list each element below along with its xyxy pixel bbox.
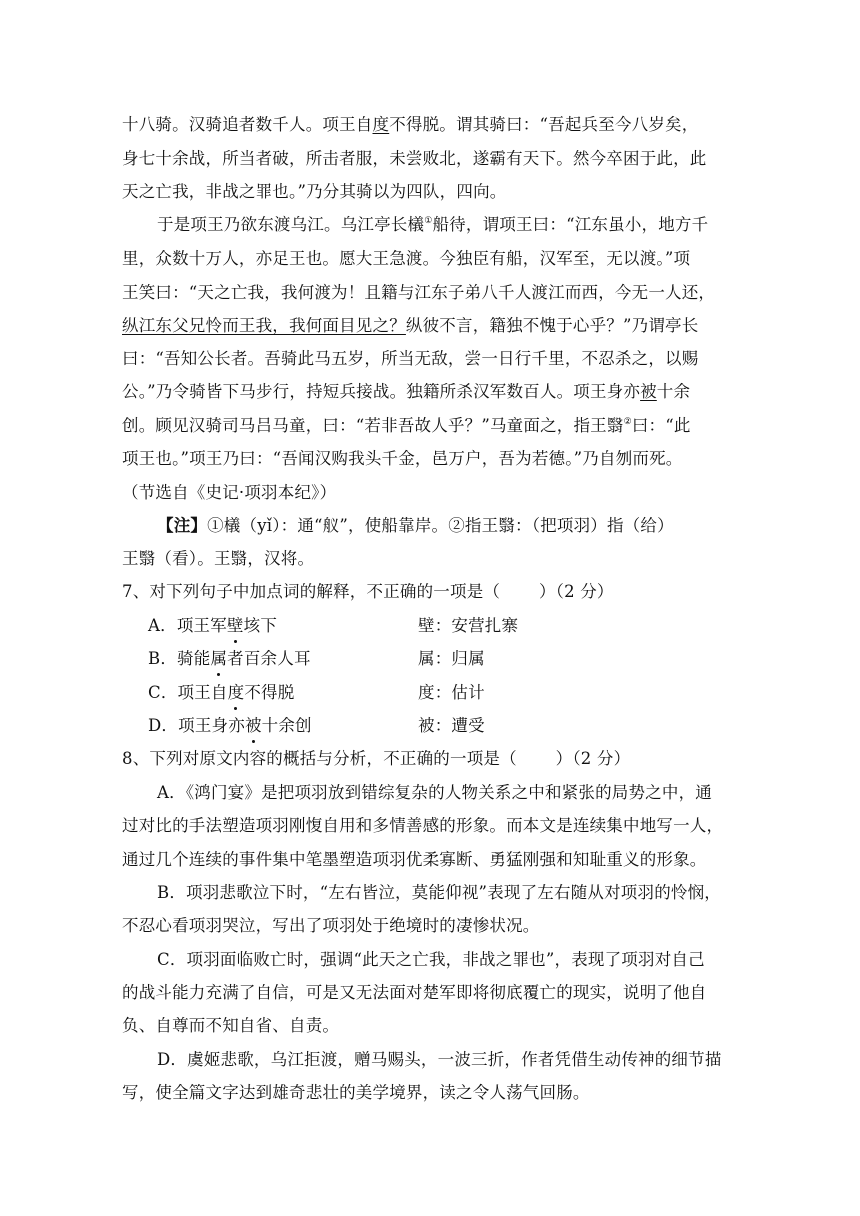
passage-line: 王笑曰：“天之亡我，我何渡为！且籍与江东子弟八千人渡江而西，今无一人还， [122,283,716,302]
q8-option-b-line: 不忍心看项羽哭泣，写出了项羽处于绝境时的凄惨状况。 [122,916,540,935]
passage-line: 项王也。”项王乃曰：“吾闻汉购我头千金，邑万户，吾为若德。”乃自刎而死。 [122,449,683,468]
q8-option-c-line: C．项羽面临败亡时，强调“此天之亡我，非战之罪也”，表现了项羽对自己 [157,950,705,969]
passage-line: 纵江东父兄怜而王我，我何面目见之？纵彼不言，籍独不愧于心乎？”乃谓亭长 [122,316,699,335]
q8-option-d-line: 写，使全篇文字达到雄奇悲壮的美学境界，读之令人荡气回肠。 [122,1083,590,1102]
dotted-word: 被 [245,714,262,738]
q7-option-b: B．骑能属者百余人耳 [148,647,311,671]
q8-option-d-line: D．虞姬悲歌，乌江拒渡，赠马赐头，一波三折，作者凭借生动传神的细节描 [157,1050,722,1069]
note-line: 【注】①檥（yǐ）：通“舣”，使船靠岸。②指王翳：（把项羽）指（给） [157,516,674,535]
note-label: 【注】 [157,516,208,535]
passage-line: 于是项王乃欲东渡乌江。乌江亭长檥①船待，谓项王曰：“江东虽小，地方千 [157,215,709,234]
note-line: 王翳（看）。王翳，汉将。 [122,549,315,568]
passage-line: 里，众数十万人，亦足王也。愿大王急渡。今独臣有船，汉军至，无以渡。”项 [122,249,691,268]
q7-option-b-gloss: 属：归属 [418,649,485,668]
underlined-word: 被 [640,382,657,401]
question-8-stem: 8、下列对原文内容的概括与分析，不正确的一项是（ ）（2 分） [122,749,631,768]
passage-line: 曰：“吾知公长者。吾骑此马五岁，所当无敌，尝一日行千里，不忍杀之，以赐 [122,349,699,368]
underlined-sentence: 纵江东父兄怜而王我，我何面目见之？ [122,316,406,335]
q8-option-c-line: 的战斗能力充满了自信，可是又无法面对楚军即将彻底覆亡的现实，说明了他自 [122,983,707,1002]
q7-option-a: A．项王军壁垓下 [148,614,277,638]
passage-source: （节选自《史记·项羽本纪》） [122,483,337,502]
q7-option-c: C．项王自度不得脱 [148,681,294,705]
underlined-word: 度 [372,115,390,134]
passage-line: 公。”乃令骑皆下马步行，持短兵接战。独籍所杀汉军数百人。项王身亦被十余 [122,382,691,401]
q8-option-a-line: 过对比的手法塑造项羽刚愎自用和多情善感的形象。而本文是连续集中地写一人， [122,816,724,835]
q7-option-d: D．项王身亦被十余创 [148,714,312,738]
q7-option-c-gloss: 度：估计 [418,683,485,702]
dotted-word: 壁 [227,614,244,638]
q8-option-a-line: 通过几个连续的事件集中笔墨塑造项羽优柔寡断、勇猛刚强和知耻重义的形象。 [122,850,707,869]
footnote-marker: ② [623,417,632,427]
q8-option-c-line: 负、自尊而不知自省、自责。 [122,1016,340,1035]
question-7-stem: 7、对下列句子中加点词的解释，不正确的一项是（ ）（2 分） [122,582,614,601]
passage-line: 创。顾见汉骑司马吕马童，曰：“若非吾故人乎？”马童面之，指王翳②曰：“此 [122,416,691,435]
dotted-word: 属 [210,647,227,671]
footnote-marker: ① [424,216,433,226]
dotted-word: 度 [228,681,245,705]
passage-line: 天之亡我，非战之罪也。”乃分其骑以为四队，四向。 [122,182,507,201]
q8-option-a-line: A．《鸿门宴》是把项羽放到错综复杂的人物关系之中和紧张的局势之中，通 [157,783,712,802]
passage-line: 十八骑。汉骑追者数千人。项王自度不得脱。谓其骑曰：“吾起兵至今八岁矣， [122,115,699,134]
q8-option-b-line: B．项羽悲歌泣下时，“左右皆泣，莫能仰视”表现了左右随从对项羽的怜悯， [157,883,721,902]
q7-option-d-gloss: 被：遭受 [418,716,485,735]
passage-line: 身七十余战，所当者破，所击者服，未尝败北，遂霸有天下。然今卒困于此，此 [122,149,707,168]
q7-option-a-gloss: 壁：安营扎寨 [418,616,519,635]
